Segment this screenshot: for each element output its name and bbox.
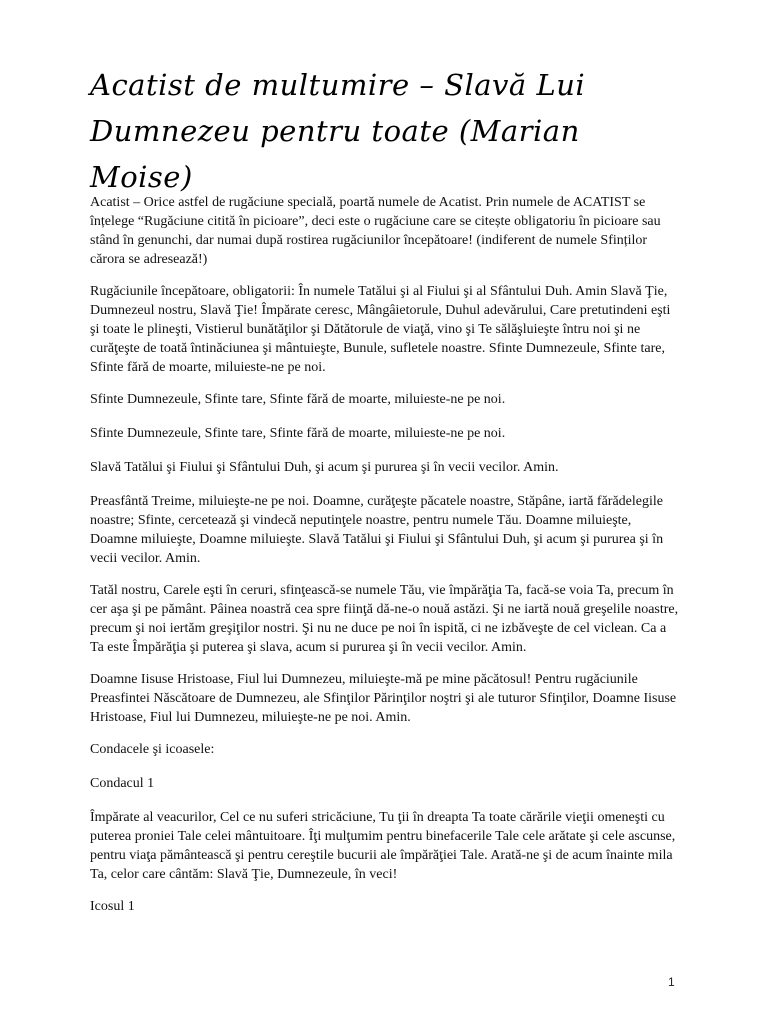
paragraph-lords-prayer: Tatăl nostru, Carele eşti în ceruri, sfinţească-se numele Tău, vie împărăţia Ta, facă-se voia Ta, precum în cer aşa şi pe pământ. Pâinea noastră cea spre fiinţă dă-ne-o nouă astăzi. Şi ne iartă nouă greşelile noastre, precum şi noi iertăm greşiţilor nostri. Şi nu ne duce pe noi în ispită, ci ne izbăveşte de cel viclean. Ca a Ta este Împărăţia şi puterea şi slava, acum si pururea şi în vecii vecilor. Amin.	[90, 583, 679, 655]
paragraph-trisagion-3: Sfinte Dumnezeule, Sfinte tare, Sfinte fără de moarte, miluieste-ne pe noi.	[90, 426, 506, 441]
paragraph-jesus-prayer: Doamne Iisuse Hristoase, Fiul lui Dumnezeu, miluieşte-mă pe mine păcătosul! Pentru rugăciunile Preasfintei Născătoare de Dumnezeu, ale Sfinţilor Părinţilor noştri şi ale tuturor Sfinţilor, Doamne Iisuse Hristoase, Fiul lui Dumnezeu, miluieşte-ne pe noi. Amin.	[90, 672, 677, 725]
paragraph-acatist-definition: Acatist – Orice astfel de rugăciune specială, poartă numele de Acatist. Prin numele de ACATIST se înțelege “Rugăciune citită în picioare”, deci este o rugăciune care se citește obligatoriu în picioare sau stând în genunchi, dar numai după rostirea rugăciunilor începătoare! (indiferent de numele Sfinților cărora se adresează!)	[90, 195, 661, 267]
document-title: Acatist de multumire – Slavă Lui Dumnezeu pentru toate (Marian Moise)	[90, 68, 586, 194]
paragraph-trisagion-2: Sfinte Dumnezeule, Sfinte tare, Sfinte fără de moarte, miluieste-ne pe noi.	[90, 392, 506, 407]
heading-ikos-1: Icosul 1	[90, 899, 135, 914]
heading-kontakion-1: Condacul 1	[90, 776, 155, 791]
paragraph-holy-trinity: Preasfântă Treime, miluieşte-ne pe noi. Doamne, curăţeşte păcatele noastre, Stăpâne, iartă fărădelegile noastre; Sfinte, cercetează şi vindecă neputinţele noastre, pentru numele Tău. Doamne miluieşte, Doamne miluieşte, Doamne miluieşte. Slavă Tatălui şi Fiului şi Sfântului Duh, şi acum şi pururea şi în vecii vecilor. Amin.	[90, 494, 664, 566]
document-body	[90, 193, 682, 931]
page-number: 1	[668, 975, 675, 989]
heading-kontakia-ikoi: Condacele şi icoasele:	[90, 742, 215, 757]
paragraph-glory: Slavă Tatălui şi Fiului şi Sfântului Duh, şi acum şi pururea şi în vecii vecilor. Amin.	[90, 460, 559, 475]
paragraph-opening-prayers: Rugăciunile începătoare, obligatorii: În numele Tatălui şi al Fiului şi al Sfântului Duh. Amin Slavă Ţie, Dumnezeul nostru, Slavă Ţie! Împărate ceresc, Mângâietorule, Duhul adevărului, Care pretutindeni eşti şi toate le plineşti, Vistierul bunătăţilor şi Dătătorule de viaţă, vino şi Te sălăşluieşte întru noi şi ne curăţeşte de toată întinăciunea şi mântuieşte, Bunule, sufletele noastre. Sfinte Dumnezeule, Sfinte tare, Sfinte fără de moarte, miluieste-ne pe noi.	[90, 284, 671, 375]
paragraph-kontakion-1-text: Împărate al veacurilor, Cel ce nu suferi stricăciune, Tu ţii în dreapta Ta toate cărările vieţii omeneşti cu puterea proniei Tale celei mântuitoare. Îţi mulţumim pentru binefacerile Tale cele arătate şi cele ascunse, pentru viaţa pământească şi pentru cereştile bucurii ale împărăţiei Tale. Arată-ne şi de acum înainte mila Ta, celor care cântăm: Slavă Ţie, Dumnezeule, în veci!	[90, 810, 676, 882]
